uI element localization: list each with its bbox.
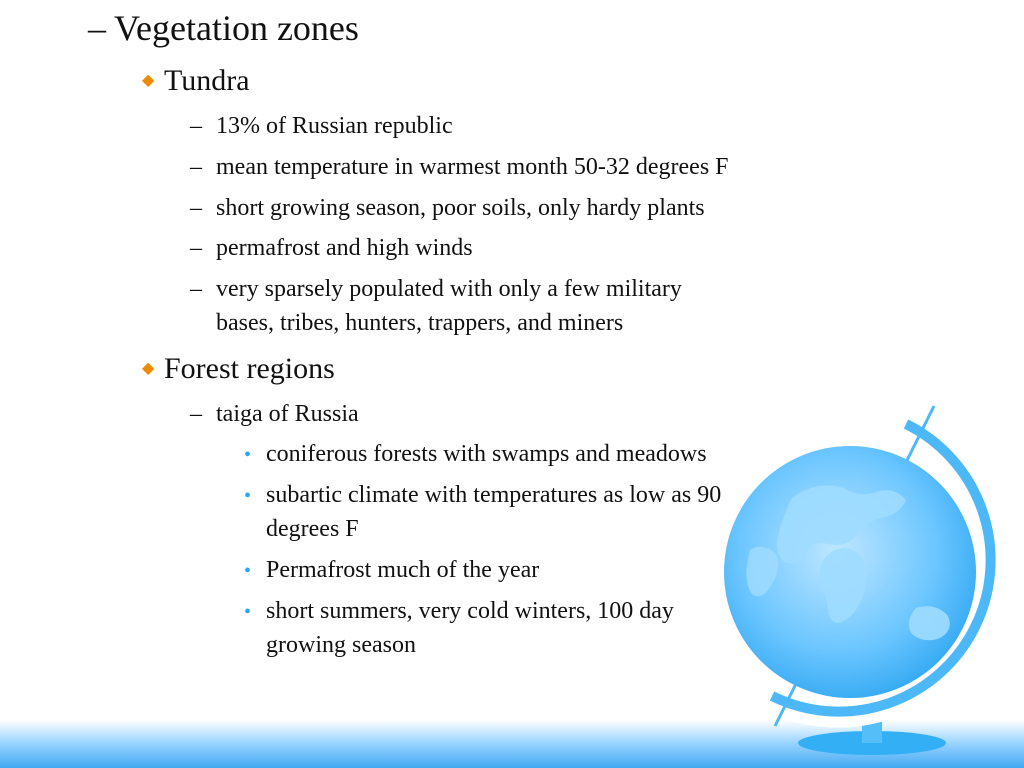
dash-bullet: – bbox=[88, 8, 106, 48]
list-item-text: 13% of Russian republic bbox=[216, 113, 453, 139]
list-item bbox=[190, 109, 453, 143]
subheading-forest-regions bbox=[142, 352, 335, 386]
list-item-text: bases, tribes, hunters, trappers, and miners bbox=[216, 310, 624, 336]
list-item-text: growing season bbox=[266, 632, 416, 658]
heading-vegetation-zones bbox=[88, 7, 359, 49]
list-item-text: Permafrost much of the year bbox=[266, 557, 540, 583]
dot-bullet-icon: • bbox=[244, 444, 252, 466]
list-item bbox=[190, 150, 729, 184]
dash-bullet: – bbox=[190, 154, 202, 180]
list-item bbox=[244, 478, 721, 546]
list-item-text: subartic climate with temperatures as low as 90 bbox=[266, 482, 722, 508]
list-item bbox=[244, 553, 539, 588]
list-item-text: short growing season, poor soils, only hardy plants bbox=[216, 195, 705, 221]
list-item-text: short summers, very cold winters, 100 day bbox=[266, 598, 674, 624]
dash-bullet: – bbox=[190, 235, 202, 261]
tundra-title: Tundra bbox=[164, 64, 250, 97]
subheading-tundra bbox=[142, 64, 250, 98]
list-item-text: taiga of Russia bbox=[216, 401, 359, 427]
list-item bbox=[190, 191, 705, 225]
diamond-bullet-icon: ◆ bbox=[142, 72, 155, 89]
list-item bbox=[244, 437, 707, 472]
dash-bullet: – bbox=[190, 401, 202, 427]
diamond-bullet-icon: ◆ bbox=[142, 360, 155, 377]
dash-bullet: – bbox=[190, 195, 202, 221]
list-item bbox=[190, 397, 359, 431]
dash-bullet: – bbox=[190, 276, 202, 302]
list-item-text: very sparsely populated with only a few military bbox=[216, 276, 682, 302]
forest-title: Forest regions bbox=[164, 352, 335, 385]
heading-text: Vegetation zones bbox=[114, 8, 359, 48]
list-item-text: degrees F bbox=[266, 516, 359, 542]
dot-bullet-icon: • bbox=[244, 601, 252, 623]
dot-bullet-icon: • bbox=[244, 485, 252, 507]
list-item-text: permafrost and high winds bbox=[216, 235, 473, 261]
list-item-text: mean temperature in warmest month 50-32 degrees F bbox=[216, 154, 729, 180]
dash-bullet: – bbox=[190, 113, 202, 139]
list-item bbox=[190, 272, 682, 340]
list-item bbox=[244, 594, 674, 662]
list-item bbox=[190, 231, 473, 265]
list-item-text: coniferous forests with swamps and meadows bbox=[266, 441, 707, 467]
dot-bullet-icon: • bbox=[244, 560, 252, 582]
